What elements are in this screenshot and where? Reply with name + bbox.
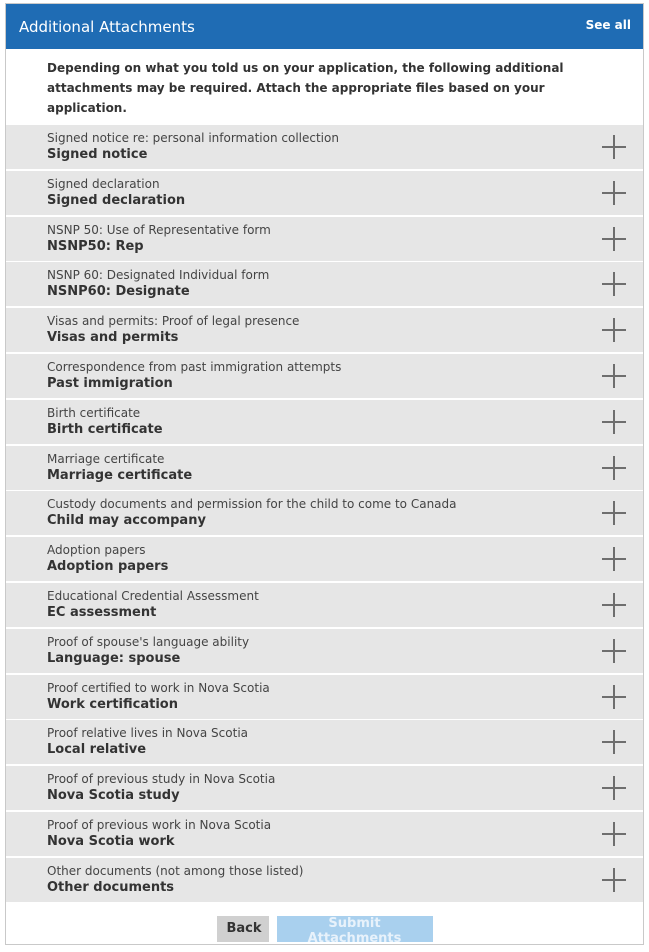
plus-icon[interactable] — [602, 272, 626, 296]
attachment-description: Proof of spouse's language ability — [47, 634, 250, 649]
attachment-name: Birth certificate — [47, 421, 163, 437]
attachment-row[interactable] — [6, 446, 643, 490]
see-all-link[interactable]: See all — [585, 17, 631, 32]
attachment-row[interactable] — [6, 171, 643, 215]
plus-icon[interactable] — [602, 135, 626, 159]
intro-text: Depending on what you told us on your application, the following additional attachments may be required. Attach the appropriate files based on your application. — [47, 61, 564, 115]
attachment-row[interactable] — [6, 812, 643, 856]
attachment-name: Adoption papers — [47, 559, 169, 575]
attachment-description: NSNP 50: Use of Representative form — [47, 222, 271, 237]
plus-icon[interactable] — [602, 593, 626, 617]
plus-icon[interactable] — [602, 318, 626, 342]
attachment-name: EC assessment — [47, 604, 157, 620]
submit-attachments-button[interactable]: Submit Attachments — [277, 916, 433, 942]
attachment-description: Proof certified to work in Nova Scotia — [47, 680, 270, 695]
form-footer — [6, 904, 643, 946]
attachment-row[interactable] — [6, 308, 643, 352]
plus-icon[interactable] — [602, 685, 626, 709]
attachment-row[interactable] — [6, 491, 643, 535]
attachment-description: Other documents (not among those listed) — [47, 863, 304, 878]
attachment-row[interactable] — [6, 629, 643, 673]
attachment-name: Other documents — [47, 879, 175, 895]
panel-header — [6, 4, 643, 49]
plus-icon[interactable] — [602, 501, 626, 525]
attachment-row[interactable] — [6, 400, 643, 444]
attachment-description: Correspondence from past immigration attempts — [47, 359, 342, 374]
attachment-name: NSNP50: Rep — [47, 238, 144, 254]
plus-icon[interactable] — [602, 456, 626, 480]
attachment-description: NSNP 60: Designated Individual form — [47, 268, 270, 283]
plus-icon[interactable] — [602, 868, 626, 892]
attachment-name: Nova Scotia study — [47, 788, 180, 804]
attachment-description: Birth certificate — [47, 405, 141, 420]
plus-icon[interactable] — [602, 181, 626, 205]
attachment-name: NSNP60: Designate — [47, 284, 190, 300]
attachment-row[interactable] — [6, 125, 643, 169]
attachment-row[interactable] — [6, 675, 643, 719]
attachment-row[interactable] — [6, 537, 643, 581]
attachment-row[interactable] — [6, 262, 643, 306]
attachment-description: Marriage certificate — [47, 451, 165, 466]
plus-icon[interactable] — [602, 639, 626, 663]
attachment-description: Educational Credential Assessment — [47, 588, 259, 603]
additional-attachments-panel — [5, 3, 644, 945]
back-button[interactable]: Back — [217, 916, 269, 942]
plus-icon[interactable] — [602, 730, 626, 754]
attachment-description: Signed declaration — [47, 176, 160, 191]
attachment-name: Work certification — [47, 696, 178, 712]
attachment-description: Signed notice re: personal information collection — [47, 131, 339, 145]
attachment-name: Nova Scotia work — [47, 833, 175, 849]
panel-title: Additional Attachments — [19, 17, 195, 36]
attachment-list — [6, 125, 643, 902]
plus-icon[interactable] — [602, 547, 626, 571]
attachment-name: Signed declaration — [47, 192, 186, 208]
attachment-description: Visas and permits: Proof of legal presence — [47, 314, 300, 329]
plus-icon[interactable] — [602, 364, 626, 388]
plus-icon[interactable] — [602, 776, 626, 800]
attachment-description: Proof relative lives in Nova Scotia — [47, 726, 249, 741]
attachment-row[interactable] — [6, 354, 643, 398]
plus-icon[interactable] — [602, 227, 626, 251]
attachment-description: Custody documents and permission for the child to come to Canada — [47, 497, 457, 512]
attachment-description: Proof of previous study in Nova Scotia — [47, 772, 276, 787]
attachment-row[interactable] — [6, 858, 643, 902]
attachment-description: Adoption papers — [47, 543, 146, 558]
attachment-name: Marriage certificate — [47, 467, 193, 483]
attachment-row[interactable] — [6, 217, 643, 261]
attachment-name: Signed notice — [47, 147, 148, 162]
attachment-name: Visas and permits — [47, 330, 179, 346]
attachment-description: Proof of previous work in Nova Scotia — [47, 817, 272, 832]
attachment-name: Child may accompany — [47, 513, 206, 529]
plus-icon[interactable] — [602, 822, 626, 846]
attachment-row[interactable] — [6, 720, 643, 764]
attachment-row[interactable] — [6, 583, 643, 627]
attachment-name: Language: spouse — [47, 650, 181, 666]
attachment-row[interactable] — [6, 766, 643, 810]
plus-icon[interactable] — [602, 410, 626, 434]
attachment-name: Past immigration — [47, 375, 173, 391]
attachment-name: Local relative — [47, 742, 147, 758]
